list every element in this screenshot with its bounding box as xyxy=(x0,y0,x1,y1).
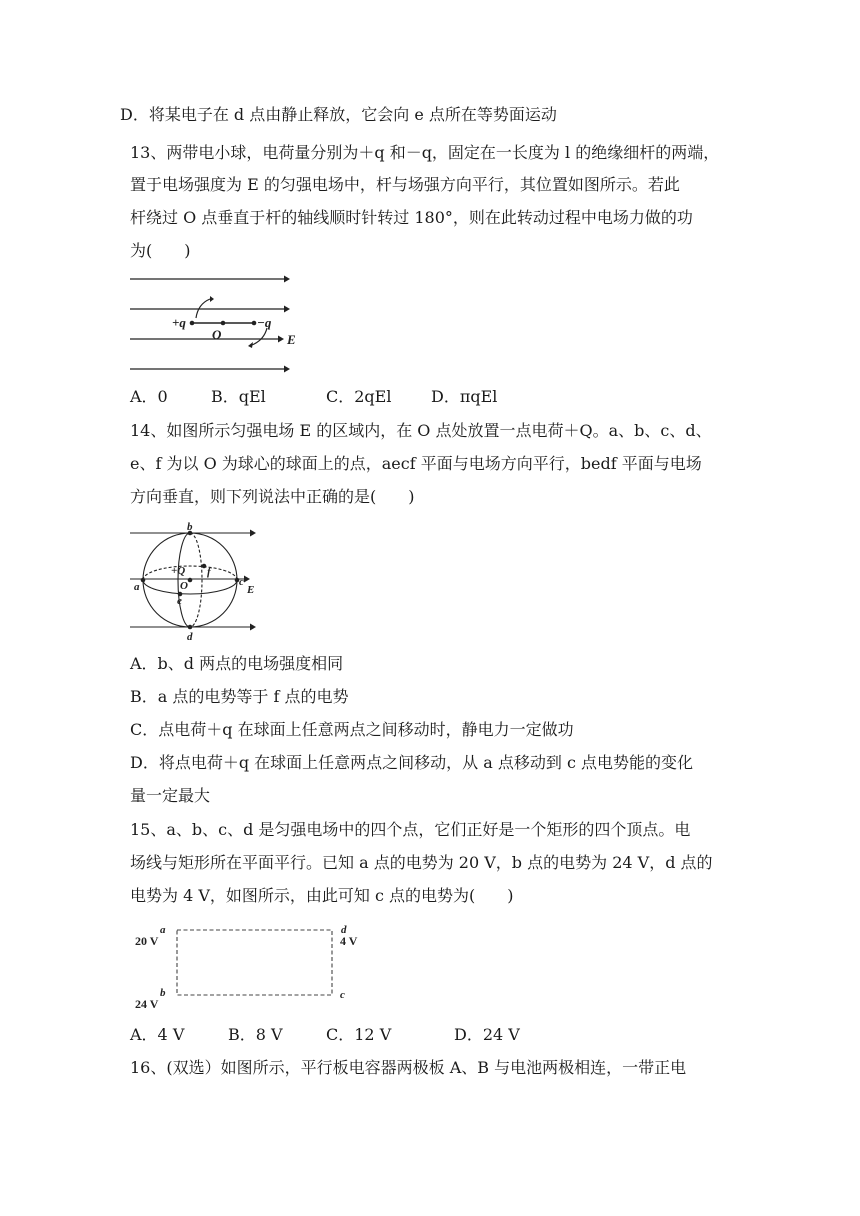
potential-b: 24 V xyxy=(135,997,159,1011)
q13-stem-line: 置于电场强度为 E 的匀强电场中，杆与场强方向平行，其位置如图所示。若此 xyxy=(130,175,680,194)
label-b: b xyxy=(187,521,193,533)
plus-q-label: +q xyxy=(172,315,186,330)
label-charge: +Q xyxy=(171,565,186,577)
label-d: d xyxy=(341,924,347,936)
q15-stem-line: 电势为 4 V，如图所示，由此可知 c 点的电势为( ) xyxy=(130,886,514,905)
label-e: e xyxy=(177,595,182,607)
q14-stem-line: 方向垂直，则下列说法中正确的是( ) xyxy=(130,487,415,506)
label-a: a xyxy=(134,581,140,593)
label-c: c xyxy=(239,576,244,588)
label-e-field: E xyxy=(247,584,255,596)
potential-d: 4 V xyxy=(340,934,358,948)
q13-stem-line: 13、两带电小球，电荷量分别为＋q 和－q，固定在一长度为 l 的绝缘细杆的两端， xyxy=(130,143,720,162)
q16-stem-line: 16、(双选）如图所示，平行板电容器两极板 A、B 与电池两极相连，一带正电 xyxy=(130,1058,687,1077)
q14-option-d-cont: 量一定最大 xyxy=(130,786,211,805)
label-o: O xyxy=(180,580,188,592)
q13-option-c: C．2qEl xyxy=(326,387,392,406)
q12-option-d: D．将某电子在 d 点由静止释放，它会向 e 点所在等势面运动 xyxy=(120,105,557,124)
rectangle xyxy=(177,930,332,995)
label-f: f xyxy=(207,566,211,578)
q13-option-d: D．πqEl xyxy=(431,387,498,406)
q13-stem-line: 为( ) xyxy=(130,241,191,260)
q14-stem-line: e、f 为以 O 为球心的球面上的点，aecf 平面与电场方向平行，bedf 平面与电场 xyxy=(130,454,702,473)
q14-option-b: B．a 点的电势等于 f 点的电势 xyxy=(130,687,349,706)
q13-option-b: B．qEl xyxy=(211,387,266,406)
potential-a: 20 V xyxy=(135,934,159,948)
q14-option-a: A．b、d 两点的电场强度相同 xyxy=(130,654,344,673)
q15-stem-line: 场线与矩形所在平面平行。已知 a 点的电势为 20 V，b 点的电势为 24 V，d 点的 xyxy=(130,853,713,872)
label-c: c xyxy=(340,989,345,1001)
label-a: a xyxy=(160,924,166,936)
q14-stem-line: 14、如图所示匀强电场 E 的区域内，在 O 点处放置一点电荷＋Q。a、b、c、d、 xyxy=(130,421,712,440)
q15-option-a: A．4 V xyxy=(130,1025,185,1044)
q15-stem-line: 15、a、b、c、d 是匀强电场中的四个点，它们正好是一个矩形的四个顶点。电 xyxy=(130,820,691,839)
q13-stem-line: 杆绕过 O 点垂直于杆的轴线顺时针转过 180°，则在此转动过程中电场力做的功 xyxy=(130,208,693,227)
q14-option-c: C．点电荷＋q 在球面上任意两点之间移动时，静电力一定做功 xyxy=(130,720,574,739)
q15-option-d: D．24 V xyxy=(454,1025,520,1044)
center-o-label: O xyxy=(212,327,222,342)
minus-q-label: −q xyxy=(257,315,272,330)
q14-option-d: D．将点电荷＋q 在球面上任意两点之间移动，从 a 点移动到 c 点电势能的变化 xyxy=(130,753,694,772)
q15-option-b: B．8 V xyxy=(228,1025,283,1044)
q15-option-c: C．12 V xyxy=(326,1025,392,1044)
q13-option-a: A．0 xyxy=(130,387,168,406)
field-e-label: E xyxy=(287,332,296,347)
label-d: d xyxy=(187,631,193,643)
label-b: b xyxy=(160,987,166,999)
